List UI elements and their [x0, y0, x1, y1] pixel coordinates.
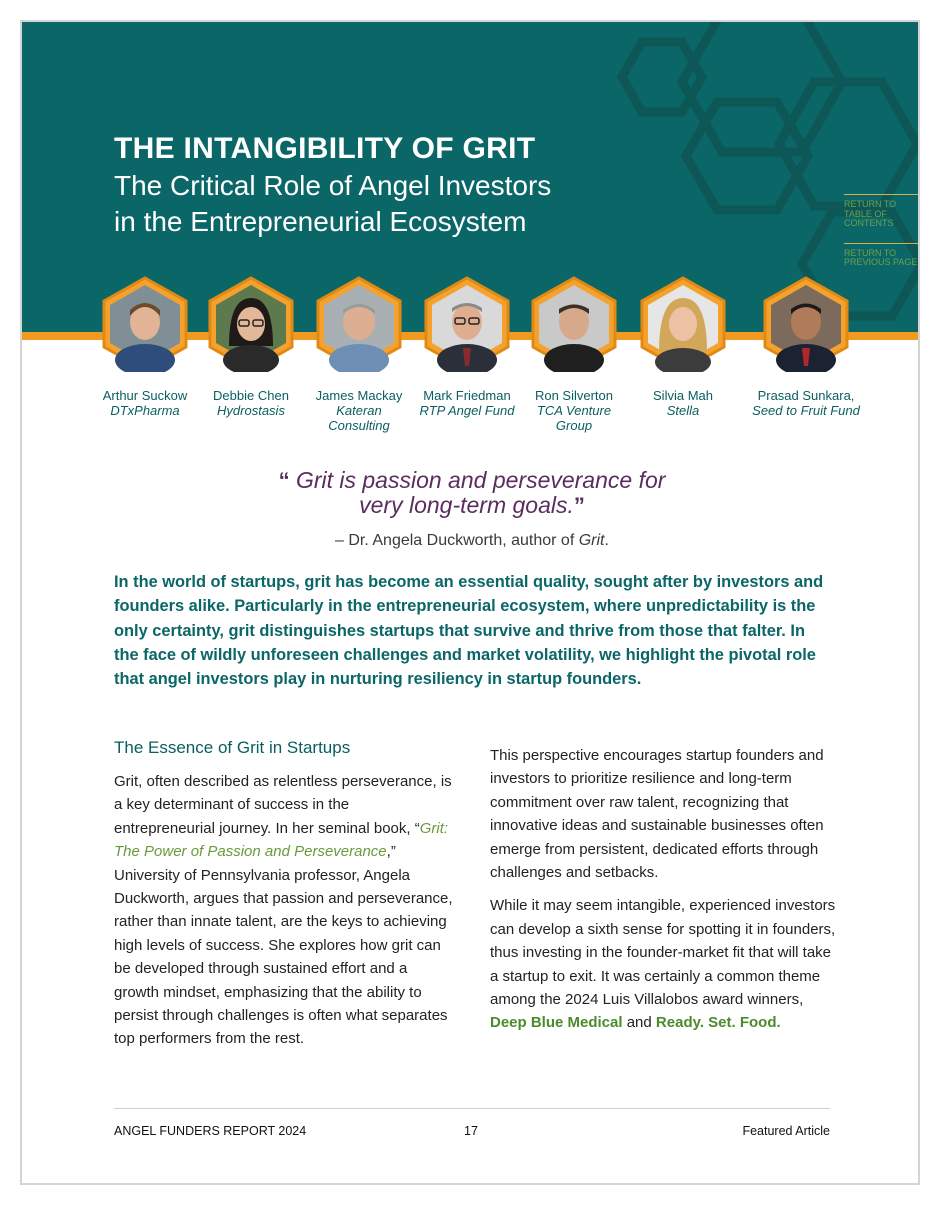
- footer-section-name: Featured Article: [742, 1124, 830, 1138]
- portrait-hexagon: [635, 276, 731, 372]
- portrait-hexagon: [203, 276, 299, 372]
- book-title-link[interactable]: Grit: The Power of Passion and Perseverance: [114, 819, 449, 861]
- quote-text-1: Grit is passion and perseverance for: [295, 467, 666, 493]
- deep-blue-medical-link[interactable]: Deep Blue Medical: [490, 1014, 623, 1032]
- attribution-prefix: – Dr. Angela Duckworth, author of: [335, 532, 579, 549]
- attribution-book-title: Grit: [578, 532, 605, 549]
- person-org: Kateran Consulting: [328, 403, 390, 433]
- portrait-hexagon: [311, 276, 407, 372]
- ready-set-food-link[interactable]: Ready. Set. Food.: [655, 1014, 781, 1032]
- person-arthur-suckow: [90, 276, 200, 418]
- open-quote-mark: “: [278, 468, 290, 493]
- right-paragraph-1: This perspective encourages startup founders and investors to prioritize resilience and long-term commitment over raw talent, recognizing that innovative ideas and sustainable businesses often emerge from persistent, dedicated efforts through challenges and setbacks.: [490, 747, 824, 882]
- pull-quote: [172, 468, 772, 518]
- page-number: 17: [464, 1124, 478, 1138]
- article-subtitle: [114, 168, 674, 240]
- section-heading: The Essence of Grit in Startups: [114, 738, 351, 757]
- person-mark-friedman: [412, 276, 522, 418]
- person-debbie-chen: [196, 276, 306, 418]
- person-name: James Mackay: [315, 388, 403, 403]
- person-org: RTP Angel Fund: [419, 403, 515, 418]
- portrait-hexagon: [97, 276, 193, 372]
- person-name: Silvia Mah: [653, 388, 713, 403]
- report-page: [20, 20, 920, 1185]
- portrait-hexagon: [526, 276, 622, 372]
- subtitle-line-1: The Critical Role of Angel Investors: [114, 170, 552, 201]
- person-org: DTxPharma: [110, 403, 180, 418]
- close-quote-mark: ”: [573, 493, 585, 518]
- quote-line-2: [172, 493, 772, 518]
- text-segment: While it may seem intangible, experienced investors can develop a sixth sense for spotting it in founders, thus investing in the founder-market fit that will take a startup to exit. It was certainly a common theme among the 2024 Luis Villalobos award winners,: [490, 897, 836, 1009]
- right-paragraph-2: [490, 894, 840, 1034]
- lead-paragraph: In the world of startups, grit has become an essential quality, sought after by investors and founders alike. Particularly in the entrepreneurial ecosystem, where unpredictability is the only certainty, grit distinguishes startups that survive and thrive from those that falter. In the face of wildly unforeseen challenges and market volatility, we highlight the pivotal role that angel investors play in nurturing resiliency in startup founders.: [114, 573, 824, 689]
- return-to-previous-link[interactable]: RETURN TO PREVIOUS PAGE: [844, 243, 918, 274]
- person-name: Prasad Sunkara,: [757, 388, 855, 403]
- footer-divider: [114, 1108, 830, 1109]
- attribution-suffix: .: [604, 532, 609, 549]
- person-prasad-sunkara: [742, 276, 870, 418]
- article-title-block: [114, 132, 674, 240]
- person-name: Mark Friedman: [423, 388, 511, 403]
- person-org: Hydrostasis: [217, 403, 285, 418]
- quote-text-2: very long-term goals.: [359, 492, 574, 518]
- page-footer: [114, 1124, 830, 1142]
- left-column: [114, 738, 454, 1051]
- person-name: Debbie Chen: [213, 388, 289, 403]
- person-name: Arthur Suckow: [102, 388, 188, 403]
- quote-line-1: [172, 468, 772, 493]
- portrait-hexagon: [419, 276, 515, 372]
- subtitle-line-2: in the Entrepreneurial Ecosystem: [114, 206, 527, 237]
- article-title: THE INTANGIBILITY OF GRIT: [114, 132, 536, 165]
- person-org: Seed to Fruit Fund: [752, 403, 860, 418]
- person-ron-silverton: [519, 276, 629, 433]
- right-column: [490, 744, 840, 1035]
- person-name: Ron Silverton: [534, 388, 614, 403]
- quote-attribution: [172, 532, 772, 550]
- left-paragraph-1: [114, 770, 454, 1051]
- text-segment: and: [622, 1014, 656, 1032]
- person-org: TCA Venture Group: [536, 403, 612, 433]
- footer-report-name: ANGEL FUNDERS REPORT 2024: [114, 1124, 307, 1138]
- side-navigation: [844, 194, 918, 282]
- text-segment: ,” University of Pennsylvania professor, Angela Duckworth, argues that passion and perseverance, rather than innate talent, are the keys to achieving high levels of success. She explores how grit can be developed through sustained effort and a growth mindset, emphasizing that the ability to persist through challenges is often what separates top performers from the rest.: [114, 843, 453, 1048]
- return-to-toc-link[interactable]: RETURN TO TABLE OF CONTENTS: [844, 194, 918, 235]
- person-silvia-mah: [628, 276, 738, 418]
- person-james-mackay: [304, 276, 414, 433]
- portrait-hexagon: [758, 276, 854, 372]
- person-org: Stella: [666, 403, 700, 418]
- text-segment: Grit, often described as relentless perseverance, is a key determinant of success in the entrepreneurial journey. In her seminal book, “: [114, 773, 452, 837]
